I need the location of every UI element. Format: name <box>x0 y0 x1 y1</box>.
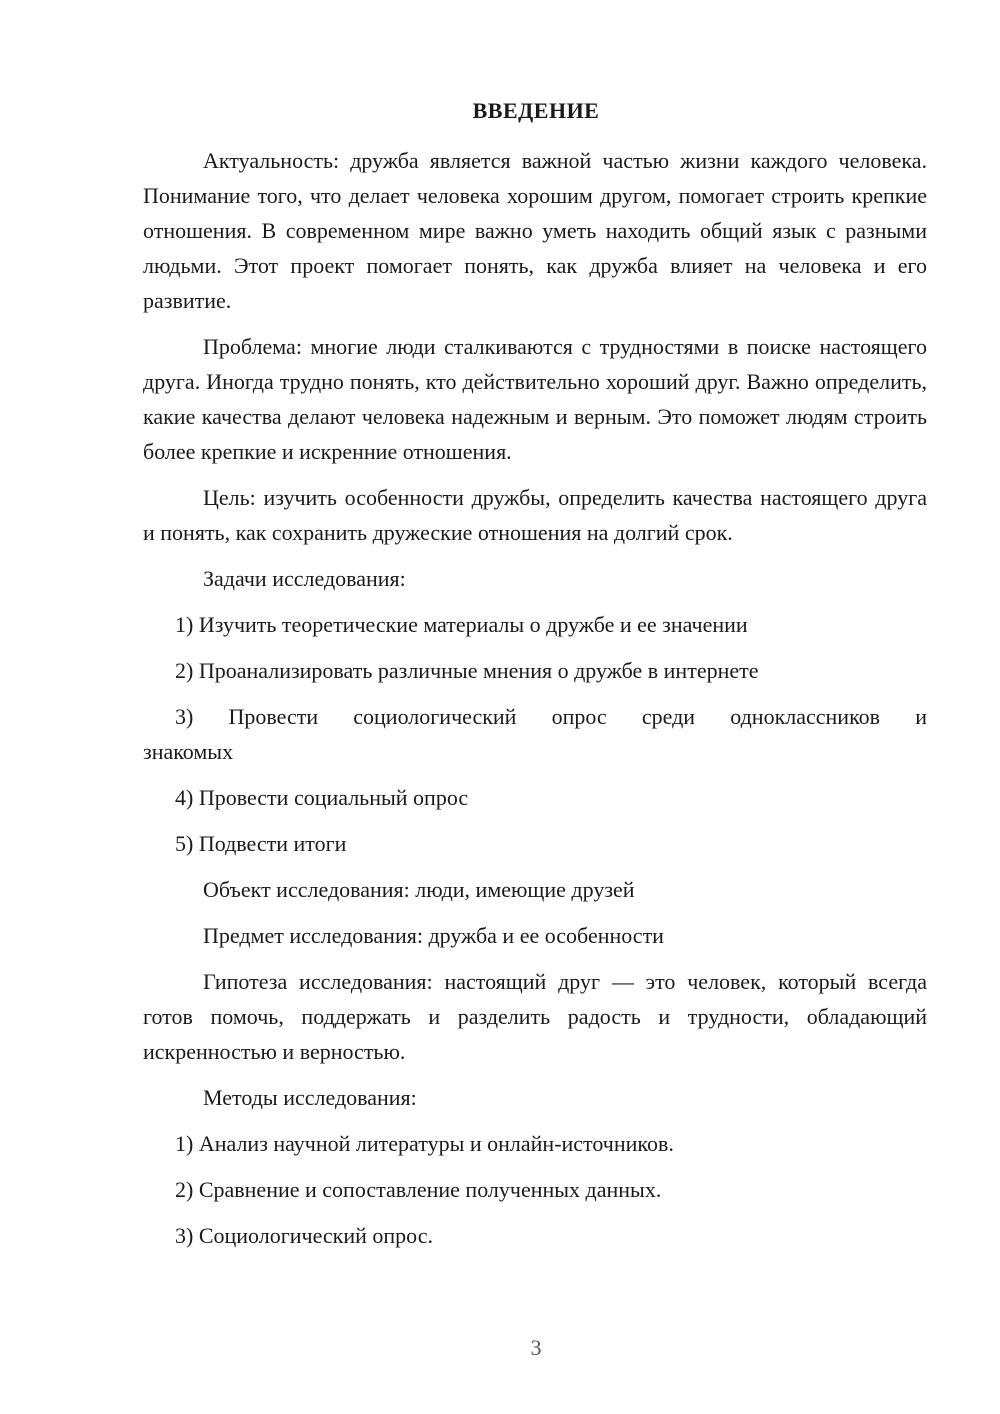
task-3-word: и <box>915 704 927 729</box>
task-3-word: Провести <box>228 704 319 729</box>
section-body <box>143 143 927 1264</box>
page-number: 3 <box>530 1335 542 1360</box>
task-3-word: социологический <box>353 704 517 729</box>
tasks-heading: Задачи исследования: <box>203 566 406 591</box>
method-item-1: 1) Анализ научной литературы и онлайн-источников. <box>175 1131 674 1156</box>
task-item-5: 5) Подвести итоги <box>175 831 347 856</box>
task-item-1: 1) Изучить теоретические материалы о дружбе и ее значении <box>175 612 748 637</box>
section-title: ВВЕДЕНИЕ <box>472 98 600 123</box>
method-item-3: 3) Социологический опрос. <box>175 1223 433 1248</box>
research-object: Объект исследования: люди, имеющие друзей <box>203 877 635 902</box>
method-item-2: 2) Сравнение и сопоставление полученных данных. <box>175 1177 662 1202</box>
research-subject: Предмет исследования: дружба и ее особенности <box>203 923 664 948</box>
methods-heading: Методы исследования: <box>203 1085 417 1110</box>
task-3-word: опрос <box>551 704 607 729</box>
task-item-3-line <box>143 699 927 734</box>
task-3-word: 3) <box>175 704 194 729</box>
task-item-3-tail: знакомых <box>143 739 234 764</box>
relevance-paragraph: Актуальность: дружба является важной частью жизни каждого человека. Понимание того, что делает человека хорошим другом, помогает строить крепкие отношения. В современном мире важно уметь находить общий язык с разными людьми. Этот проект помогает понять, как дружба влияет на человека и его развитие. <box>143 148 927 313</box>
task-3-word: одноклассников <box>730 704 881 729</box>
hypothesis-paragraph: Гипотеза исследования: настоящий друг — это человек, который всегда готов помочь, поддержать и разделить радость и трудности, обладающий искренностью и верностью. <box>143 969 927 1064</box>
task-item-4: 4) Провести социальный опрос <box>175 785 469 810</box>
problem-paragraph: Проблема: многие люди сталкиваются с трудностями в поиске настоящего друга. Иногда трудно понять, кто действительно хороший друг. Важно определить, какие качества делают человека надежным и верным. Это поможет людям строить более крепкие и искренние отношения. <box>143 334 927 464</box>
task-item-2: 2) Проанализировать различные мнения о дружбе в интернете <box>175 658 759 683</box>
task-item-3 <box>143 699 927 769</box>
goal-paragraph: Цель: изучить особенности дружбы, определить качества настоящего друга и понять, как сохранить дружеские отношения на долгий срок. <box>143 485 927 545</box>
task-3-word: среди <box>641 704 696 729</box>
